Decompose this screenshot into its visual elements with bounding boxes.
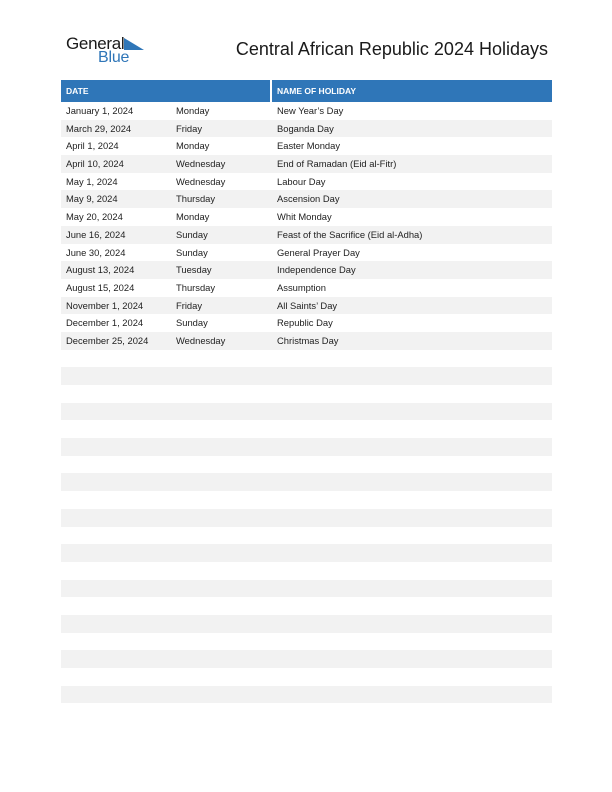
date-cell: May 9, 2024 xyxy=(66,193,118,205)
table-row xyxy=(61,580,552,598)
date-cell: December 1, 2024 xyxy=(66,317,144,329)
holiday-name-cell: Boganda Day xyxy=(277,122,334,134)
table-row xyxy=(61,102,552,120)
date-cell: December 25, 2024 xyxy=(66,334,149,346)
holiday-name-cell: New Year’s Day xyxy=(277,105,344,116)
table-row xyxy=(61,279,552,297)
date-cell: April 10, 2024 xyxy=(66,158,124,170)
table-body xyxy=(61,102,552,721)
weekday-cell: Monday xyxy=(176,140,210,152)
holiday-name-cell: All Saints’ Day xyxy=(277,299,338,311)
weekday-cell: Thursday xyxy=(176,281,216,293)
weekday-cell: Wednesday xyxy=(176,175,226,187)
date-cell: May 20, 2024 xyxy=(66,211,123,223)
table-row xyxy=(61,509,552,527)
date-cell: August 15, 2024 xyxy=(66,281,135,293)
table-row xyxy=(61,208,552,226)
holiday-name-cell: Assumption xyxy=(277,281,326,293)
table-row xyxy=(61,244,552,262)
table-row xyxy=(61,420,552,438)
date-cell: May 1, 2024 xyxy=(66,175,118,187)
generalblue-logo xyxy=(66,34,156,68)
column-header-date: DATE xyxy=(66,86,89,96)
holiday-name-cell: Ascension Day xyxy=(277,193,340,205)
holiday-name-cell: Easter Monday xyxy=(277,140,341,152)
table-row xyxy=(61,261,552,279)
weekday-cell: Tuesday xyxy=(176,264,212,276)
weekday-cell: Sunday xyxy=(176,228,208,240)
table-row xyxy=(61,297,552,315)
weekday-cell: Friday xyxy=(176,122,203,134)
weekday-cell: Monday xyxy=(176,105,210,116)
table-header xyxy=(61,80,552,102)
date-cell: June 16, 2024 xyxy=(66,228,126,240)
table-row xyxy=(61,120,552,138)
logo-text-blue: Blue xyxy=(98,49,130,66)
table-row xyxy=(61,597,552,615)
table-row xyxy=(61,385,552,403)
table-row xyxy=(61,173,552,191)
holidays-table xyxy=(61,80,552,721)
table-row xyxy=(61,226,552,244)
holiday-name-cell: Whit Monday xyxy=(277,211,332,223)
table-row xyxy=(61,544,552,562)
holiday-name-cell: End of Ramadan (Eid al-Fitr) xyxy=(277,158,397,170)
table-row xyxy=(61,367,552,385)
table-row xyxy=(61,314,552,332)
weekday-cell: Monday xyxy=(176,211,210,223)
column-header-name: NAME OF HOLIDAY xyxy=(277,86,357,96)
table-row xyxy=(61,650,552,668)
date-cell: August 13, 2024 xyxy=(66,264,135,276)
table-row xyxy=(61,668,552,686)
date-cell: April 1, 2024 xyxy=(66,140,119,152)
table-row xyxy=(61,562,552,580)
holiday-name-cell: Feast of the Sacrifice (Eid al-Adha) xyxy=(277,228,423,240)
weekday-cell: Wednesday xyxy=(176,334,226,346)
weekday-cell: Sunday xyxy=(176,317,208,329)
holiday-name-cell: Christmas Day xyxy=(277,334,339,346)
table-row xyxy=(61,350,552,368)
table-row xyxy=(61,633,552,651)
table-row xyxy=(61,332,552,350)
logo-text-general: General xyxy=(66,34,125,53)
holiday-name-cell: General Prayer Day xyxy=(277,246,360,258)
holiday-name-cell: Labour Day xyxy=(277,175,326,187)
table-row xyxy=(61,456,552,474)
weekday-cell: Friday xyxy=(176,299,203,311)
table-row xyxy=(61,473,552,491)
table-row xyxy=(61,403,552,421)
weekday-cell: Sunday xyxy=(176,246,208,258)
table-row xyxy=(61,686,552,704)
date-cell: November 1, 2024 xyxy=(66,299,144,311)
date-cell: March 29, 2024 xyxy=(66,122,132,134)
date-cell: June 30, 2024 xyxy=(66,246,126,258)
holiday-name-cell: Independence Day xyxy=(277,264,356,276)
table-row xyxy=(61,155,552,173)
table-row xyxy=(61,615,552,633)
page-title: Central African Republic 2024 Holidays xyxy=(235,39,548,59)
weekday-cell: Thursday xyxy=(176,193,216,205)
weekday-cell: Wednesday xyxy=(176,158,226,170)
table-row xyxy=(61,137,552,155)
holiday-name-cell: Republic Day xyxy=(277,317,333,329)
table-row xyxy=(61,491,552,509)
table-row xyxy=(61,703,552,721)
table-row xyxy=(61,190,552,208)
table-row xyxy=(61,438,552,456)
column-divider xyxy=(270,80,272,102)
table-row xyxy=(61,527,552,545)
date-cell: January 1, 2024 xyxy=(66,105,134,116)
